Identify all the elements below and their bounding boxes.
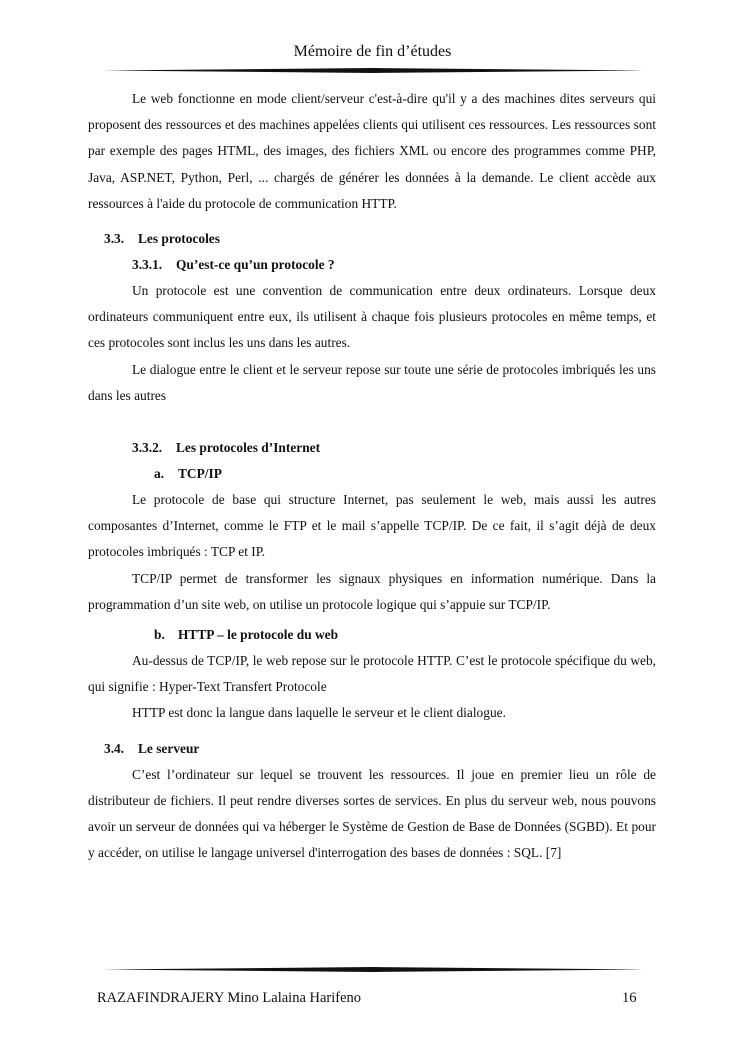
subsection-heading-b (154, 622, 656, 648)
page-body (88, 86, 656, 866)
section-heading-3-3-1 (132, 252, 656, 278)
footer-rule (103, 967, 643, 972)
paragraph-http-language: HTTP est donc la langue dans laquelle le serveur et le client dialogue. (132, 705, 506, 721)
paragraph-server: C’est l’ordinateur sur lequel se trouvent les ressources. Il joue en premier lieu un rôle de distributeur de fichiers. Il peut rendre diverses sortes de services. En plus du serveur web, nous pouvons avoir un serveur de données qui va héberger le Système de Gestion de Base de Données (SGBD). Et pour y accéder, on utilise le langage universel d'interrogation des bases de données : SQL. [7] (88, 766, 656, 861)
section-heading-3-3 (104, 226, 656, 252)
header-rule (103, 68, 643, 73)
paragraph-http-protocol: Au-dessus de TCP/IP, le web repose sur le protocole HTTP. C’est le protocole spécifique du web, qui signifie : Hyper-Text Transfert Protocole (88, 653, 656, 695)
section-title: Qu’est-ce qu’un protocole ? (176, 257, 335, 273)
paragraph-tcpip-base: Le protocole de base qui structure Internet, pas seulement le web, mais aussi les autres composantes d’Internet, comme le FTP et le mail s’appelle TCP/IP. De ce fait, il s’agit déjà de deux protocoles imbriqués : TCP et IP. (88, 492, 656, 560)
paragraph-tcpip-signals: TCP/IP permet de transformer les signaux physiques en information numérique. Dans la programmation d’un site web, on utilise un protocole logique qui s’appuie sur TCP/IP. (88, 570, 656, 612)
section-title: Le serveur (138, 740, 200, 756)
section-heading-3-4 (104, 736, 656, 762)
paragraph-protocol-dialogue: Le dialogue entre le client et le serveur repose sur toute une série de protocoles imbriqués les uns dans les autres (88, 361, 656, 403)
subsection-title: TCP/IP (178, 466, 222, 482)
subsection-heading-a (154, 461, 656, 487)
section-number: 3.4. (104, 740, 125, 756)
section-number: 3.3. (104, 231, 125, 247)
subsection-letter: b. (154, 627, 165, 643)
paragraph-client-server: Le web fonctionne en mode client/serveur c'est-à-dire qu'il y a des machines dites serveurs qui proposent des ressources et des machines appelées clients qui utilisent ces ressources. Les ressources sont par exemple des pages HTML, des images, des fichiers XML ou encore des programmes comme PHP, Java, ASP.NET, Python, Perl, ... chargés de générer les données à la demande. Le client accède aux ressources à l'aide du protocole de communication HTTP. (88, 91, 656, 211)
section-title: Les protocoles (138, 231, 220, 247)
paragraph-protocol-definition: Un protocole est une convention de communication entre deux ordinateurs. Lorsque deux ordinateurs communiquent entre eux, ils utilisent à chaque fois plusieurs protocoles en même temps, et ces protocoles sont inclus les uns dans les autres. (88, 283, 656, 351)
section-number: 3.3.2. (132, 440, 163, 456)
section-number: 3.3.1. (132, 257, 163, 273)
section-heading-3-3-2 (132, 435, 656, 461)
subsection-title: HTTP – le protocole du web (178, 627, 339, 643)
page-number: 16 (622, 990, 637, 1006)
footer-author: RAZAFINDRAJERY Mino Lalaina Harifeno (97, 990, 362, 1006)
subsection-letter: a. (154, 466, 165, 482)
section-title: Les protocoles d’Internet (176, 440, 321, 456)
page-header-title: Mémoire de fin d’études (293, 43, 452, 60)
